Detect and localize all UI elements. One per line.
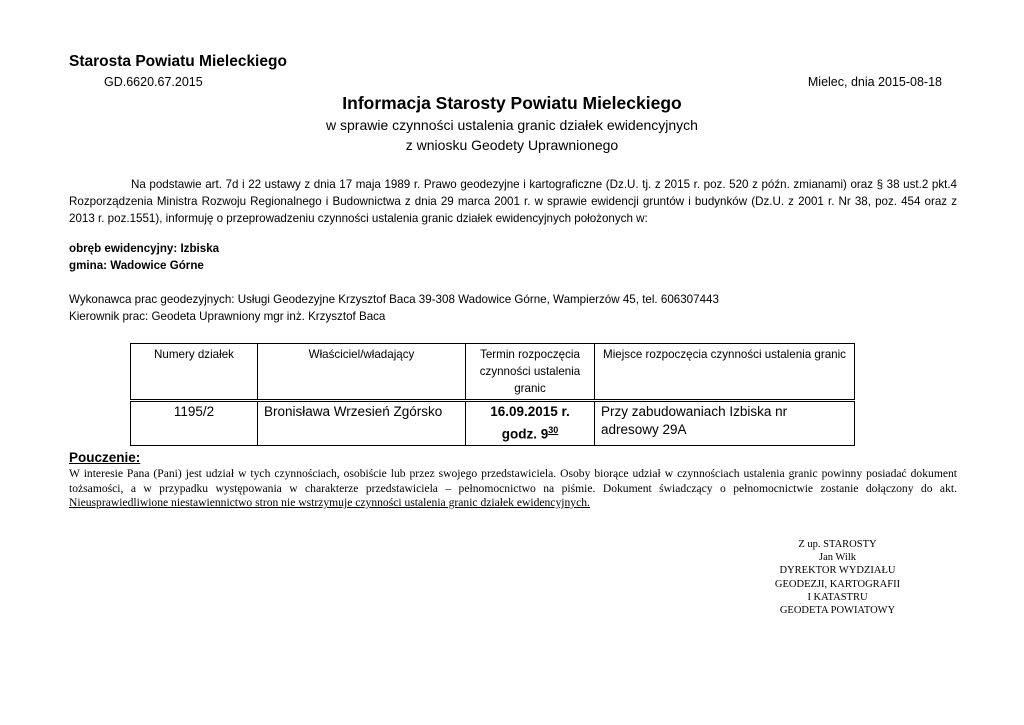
cell-start-date [466, 401, 595, 446]
table-row [131, 401, 855, 446]
cell-owner: Bronisława Wrzesień Zgórsko [258, 401, 466, 446]
signature-line: Z up. STAROSTY [798, 539, 877, 550]
cell-parcel-number: 1195/2 [131, 401, 258, 446]
start-time [472, 421, 588, 444]
contractor-info: Wykonawca prac geodezyjnych: Usługi Geodezyjne Krzysztof Baca 39-308 Wadowice Górne, Wampierzów 45, tel. 606307443 [69, 293, 719, 306]
signature-block [730, 538, 945, 617]
municipality: gmina: Wadowice Górne [69, 259, 204, 272]
case-reference: GD.6620.67.2015 [104, 75, 203, 89]
header-start-place: Miejsce rozpoczęcia czynności ustalenia granic [595, 344, 855, 401]
signature-name: Jan Wilk [818, 552, 856, 564]
start-date: 16.09.2015 r. [490, 404, 570, 419]
notice-paragraph [69, 467, 957, 511]
authority-heading: Starosta Powiatu Mieleckiego [69, 53, 287, 70]
header-owner: Właściciel/władający [258, 344, 466, 401]
notice-underlined-text: Nieusprawiedliwione niestawiennictwo stron nie wstrzymuje czynności ustalenia granic działek ewidencyjnych. [69, 496, 590, 509]
legal-basis-paragraph: Na podstawie art. 7d i 22 ustawy z dnia 17 maja 1989 r. Prawo geodezyjne i kartograficzne (Dz.U. tj. z 2015 r. poz. 520 z późn. zmianami) oraz § 38 ust.2 pkt.4 Rozporządzenia Ministra Rozwoju Regionalnego i Budownictwa z dnia 29 marca 2001 r. w sprawie ewidencji gruntów i budynków (Dz.U. z 2001 r. Nr 38, poz. 454 oraz z 2013 r. poz.1551), informuję o przeprowadzeniu czynności ustalenia granic działek ewidencyjnych położonych w: [69, 178, 957, 225]
notice-heading: Pouczenie: [69, 450, 141, 465]
signature-line: GEODEZJI, KARTOGRAFII [774, 578, 901, 590]
header-start-date: Termin rozpoczęcia czynności ustalenia granic [466, 344, 595, 401]
table-header-row [131, 344, 855, 401]
document-title: Informacja Starosty Powiatu Mieleckiego [342, 93, 682, 113]
document-subtitle-line-2: z wniosku Geodety Uprawnionego [405, 137, 619, 153]
header-parcel-numbers: Numery działek [131, 344, 258, 401]
signature-line: DYREKTOR WYDZIAŁU [779, 565, 896, 577]
document-subtitle-line-1: w sprawie czynności ustalenia granic działek ewidencyjnych [326, 117, 698, 133]
signature-line: I KATASTRU [807, 591, 868, 603]
start-time-minutes: 30 [548, 425, 559, 435]
notice-text: W interesie Pana (Pani) jest udział w tych czynnościach, osobiście lub przez swojego przedstawiciela. Osoby biorące udział w czynnościach ustalenia granic powinny posiadać dokument tożsamości, a w przypadku występowania w charakterze przedstawiciela – pełnomocnictwo na piśmie. Dokument świadczący o pełnomocnictwie zostanie dołączony do akt. [69, 467, 957, 495]
work-manager-info: Kierownik prac: Geodeta Uprawniony mgr inż. Krzysztof Baca [69, 310, 386, 323]
registration-area: obręb ewidencyjny: Izbiska [69, 242, 220, 255]
place-and-date: Mielec, dnia 2015-08-18 [807, 75, 942, 89]
cell-start-place: Przy zabudowaniach Izbiska nr adresowy 29A [595, 401, 855, 446]
signature-line: GEODETA POWIATOWY [779, 605, 896, 617]
start-time-hour: godz. 9 [501, 426, 549, 442]
parcels-table [130, 343, 855, 446]
